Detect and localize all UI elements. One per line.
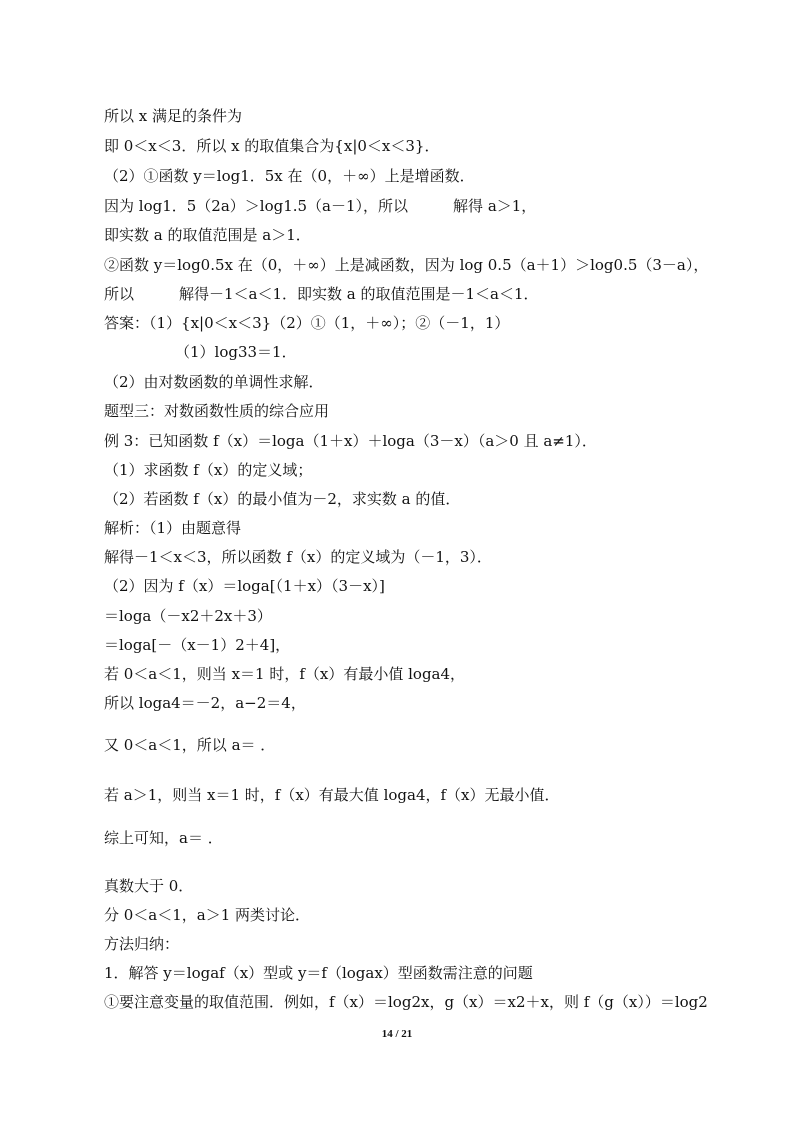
text-line: （1）log33＝1． [175,343,297,361]
text-line: 真数大于 0． [104,877,194,895]
text-line: （2）若函数 f（x）的最小值为－2，求实数 a 的值． [104,490,461,508]
text-line: 分 0＜a＜1，a＞1 两类讨论． [104,906,311,924]
text-line: ①要注意变量的取值范围．例如，f（x）＝log2x，g（x）＝x2＋x，则 f（g（x））＝log2 [104,993,708,1011]
text-line: 所以 loga4＝－2，a−2＝4， [104,694,306,712]
text-line: 若 0＜a＜1，则当 x＝1 时，f（x）有最小值 loga4， [104,665,466,683]
text-line: 方法归纳： [104,935,180,953]
text-line: （2）因为 f（x）＝loga[（1＋x）（3－x）] [104,577,385,595]
text-line: 1．解答 y＝logaf（x）型或 y＝f（logax）型函数需注意的问题 [104,964,533,982]
text-line: 又 0＜a＜1，所以 a＝ ． [104,736,276,754]
text-line: ＝loga[－（x－1）2＋4]， [104,636,291,654]
text-line: 解析：（1）由题意得 [104,519,242,537]
text-line: （2）由对数函数的单调性求解． [104,373,324,391]
text-line: 所以 x 满足的条件为 [104,107,242,125]
text-line: 综上可知，a＝ ． [104,829,223,847]
text-line: 解得－1＜x＜3，所以函数 f（x）的定义域为（－1，3）． [104,548,492,566]
page-number: 14 / 21 [381,1028,413,1040]
section-heading: 题型三：对数函数性质的综合应用 [104,402,330,420]
text-line: 即实数 a 的取值范围是 a＞1． [104,226,311,244]
text-line: 即 0＜x＜3．所以 x 的取值集合为{x|0＜x＜3}． [104,137,440,155]
text-line: 答案：（1）{x|0＜x＜3}（2）①（1，＋∞）；②（－1，1） [104,314,510,332]
text-line: 所以 解得－1＜a＜1．即实数 a 的取值范围是－1＜a＜1． [104,285,539,303]
text-line: 因为 log1．5（2a）＞log1.5（a－1），所以 解得 a＞1， [104,197,537,215]
text-line: （2）①函数 y＝log1．5x 在（0，＋∞）上是增函数． [104,167,475,185]
text-line: 若 a＞1，则当 x＝1 时，f（x）有最大值 loga4，f（x）无最小值． [104,786,560,804]
text-line: 例 3：已知函数 f（x）＝loga（1＋x）＋loga（3－x）（a＞0 且 a≠1）． [104,432,597,450]
text-line: ＝loga（－x2＋2x＋3） [104,607,272,625]
text-line: ②函数 y＝log0.5x 在（0，＋∞）上是减函数，因为 log 0.5（a＋1）＞log0.5（3－a）， [104,256,709,274]
text-line: （1）求函数 f（x）的定义域； [104,461,313,479]
